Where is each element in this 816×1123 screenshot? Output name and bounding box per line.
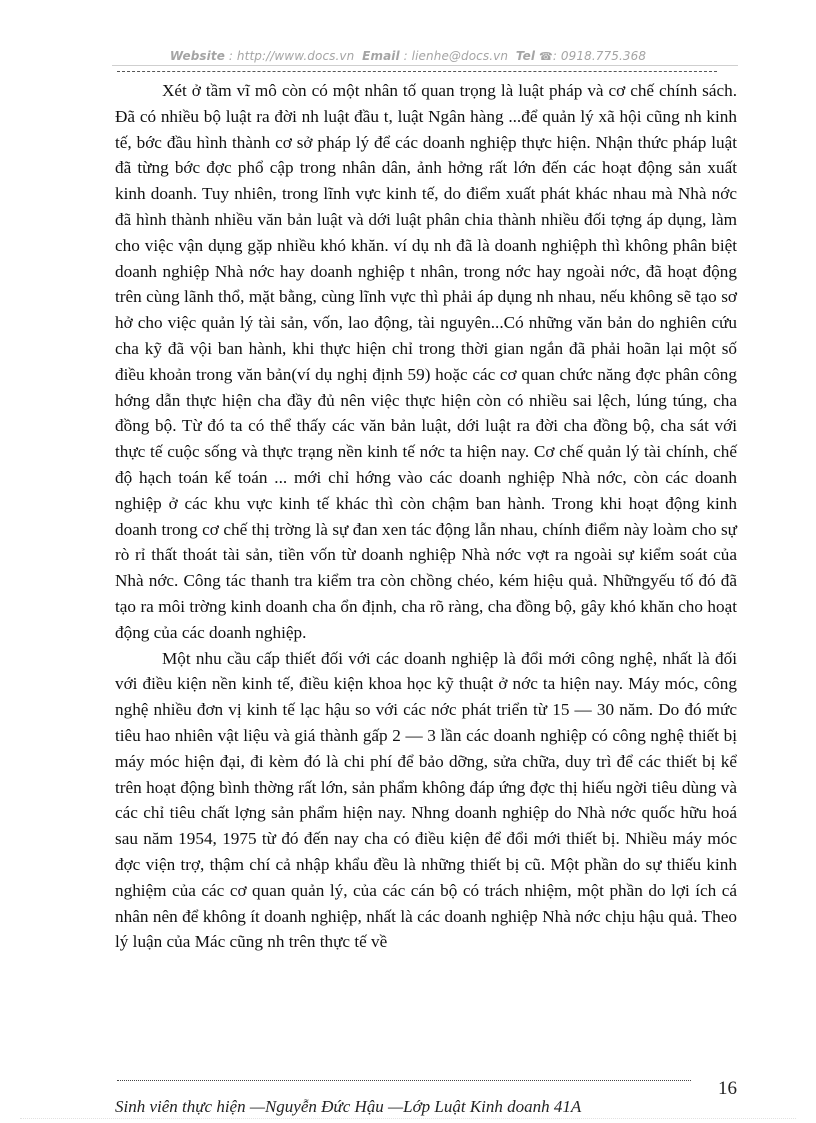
- footer-dotted-divider: [117, 1080, 691, 1081]
- telephone-icon: ☎: [539, 50, 553, 63]
- header-dashed-divider: [117, 71, 717, 72]
- tel-label: Tel: [515, 49, 536, 63]
- body-paragraph-1: Xét ở tầm vĩ mô còn có một nhân tố quan trọng là luật pháp và cơ chế chính sách. Đã có nhiều bộ luật ra đời nh luật đầu t, luật Ngân hàng ...để quản lý xã hội cũng nh kinh tế, bớc đầu hình thành cơ sở pháp lý để các doanh nghiệp thực hiện. Nhận thức pháp luật đã từng bớc đợc phổ cập trong nhân dân, ảnh hởng rất lớn đến các hoạt động sản xuất kinh doanh. Tuy nhiên, trong lĩnh vực kinh tế, do điểm xuất phát khác nhau mà Nhà nớc đã hình thành nhiều văn bản luật và dới luật phân chia thành nhiều đối tợng áp dụng, làm cho việc vận dụng gặp nhiều khó khăn. ví dụ nh đã là doanh nghiệph thì không phân biệt doanh nghiệp Nhà nớc hay doanh nghiệp t nhân, trong nớc hay ngoài nớc, đã hoạt động trên cùng lãnh thổ, mặt bằng, cùng lĩnh vực thì phải áp dụng nh nhau, nếu không sẽ tạo sơ hở cho việc quản lý tài sản, vốn, lao động, tài nguyên...Có những văn bản do nghiên cứu cha kỹ đã vội ban hành, khi thực hiện chỉ trong thời gian ngắn đã phải hoãn lại một số điều khoản trong văn bản(ví dụ nghị định 59) hoặc các cơ quan chức năng đợc phân công hớng dẫn thực hiện cha đầy đủ nên việc thực hiện còn có nhiều sai lệch, lúng túng, cha đồng bộ. Từ đó ta có thể thấy các văn bản luật, dới luật ra đời cha đồng bộ, cha sát với thực tế cuộc sống và thực trạng nền kinh tế nớc ta hiện nay. Cơ chế quản lý tài chính, chế độ hạch toán kế toán ... mới chỉ hớng vào các doanh nghiệp Nhà nớc, còn các doanh nghiệp ở các khu vực kinh tế khác thì còn chậm ban hành. Trong khi hoạt động kinh doanh trong cơ chế thị trờng là sự đan xen tác động lẫn nhau, chính điểm này loàm cho sự rò rỉ thất thoát tài sản, tiền vốn từ doanh nghiệp Nhà nớc vợt ra ngoài sự kiểm soát của Nhà nớc. Công tác thanh tra kiểm tra còn chồng chéo, kém hiệu quả. Nhữngyếu tố đó đã tạo ra môi trờng kinh doanh cha ổn định, cha rõ ràng, cha đồng bộ, gây khó khăn cho hoạt động của các doanh nghiệp.: [115, 81, 737, 642]
- tel-number: : 0918.775.368: [552, 49, 647, 63]
- website-link[interactable]: : http://www.docs.vn: [228, 49, 355, 63]
- bottom-dotted-border: [20, 1118, 796, 1119]
- header-rule: [112, 65, 738, 66]
- body-paragraph-2: Một nhu cầu cấp thiết đối với các doanh nghiệp là đổi mới công nghệ, nhất là đối với điều kiện nền kinh tế, điều kiện khoa học kỹ thuật ở nớc ta hiện nay. Máy móc, công nghệ nhiều đơn vị kinh tế lạc hậu so với các nớc phát triển từ 15 — 30 năm. Do đó mức tiêu hao nhiên vật liệu và giá thành gấp 2 — 3 lần các doanh nghiệp có công nghệ thiết bị máy móc hiện đại, đi kèm đó là chi phí để bảo dỡng, sửa chữa, duy trì để các thiết bị kể trên hoạt động bình thờng rất lớn, sản phẩm không đáp ứng đợc thị hiếu ngời tiêu dùng và các chỉ tiêu chất lợng sản phẩm hiện nay. Nhng doanh nghiệp do Nhà nớc quốc hữu hoá sau năm 1954, 1975 từ đó đến nay cha có điều kiện để đổi mới thiết bị. Nhiều máy móc đợc viện trợ, thậm chí cả nhập khẩu đều là những thiết bị cũ. Một phần do sự thiếu kinh nghiệm của các cơ quan quản lý, của các cán bộ có trách nhiệm, một phần do lợi ích cá nhân nên để không ít doanh nghiệp, nhất là các doanh nghiệp Nhà nớc chịu hậu quả. Theo lý luận của Mác cũng nh trên thực tế về: [115, 648, 737, 952]
- page-header: [0, 49, 816, 63]
- footer-author-line: Sinh viên thực hiện —Nguyễn Đức Hậu —Lớp Luật Kinh doanh 41A: [115, 1097, 582, 1116]
- email-link[interactable]: : lienhe@docs.vn: [403, 49, 509, 63]
- email-label: Email: [362, 49, 400, 63]
- page-number: 16: [718, 1078, 737, 1099]
- website-label: Website: [169, 49, 225, 63]
- document-body: [115, 78, 737, 955]
